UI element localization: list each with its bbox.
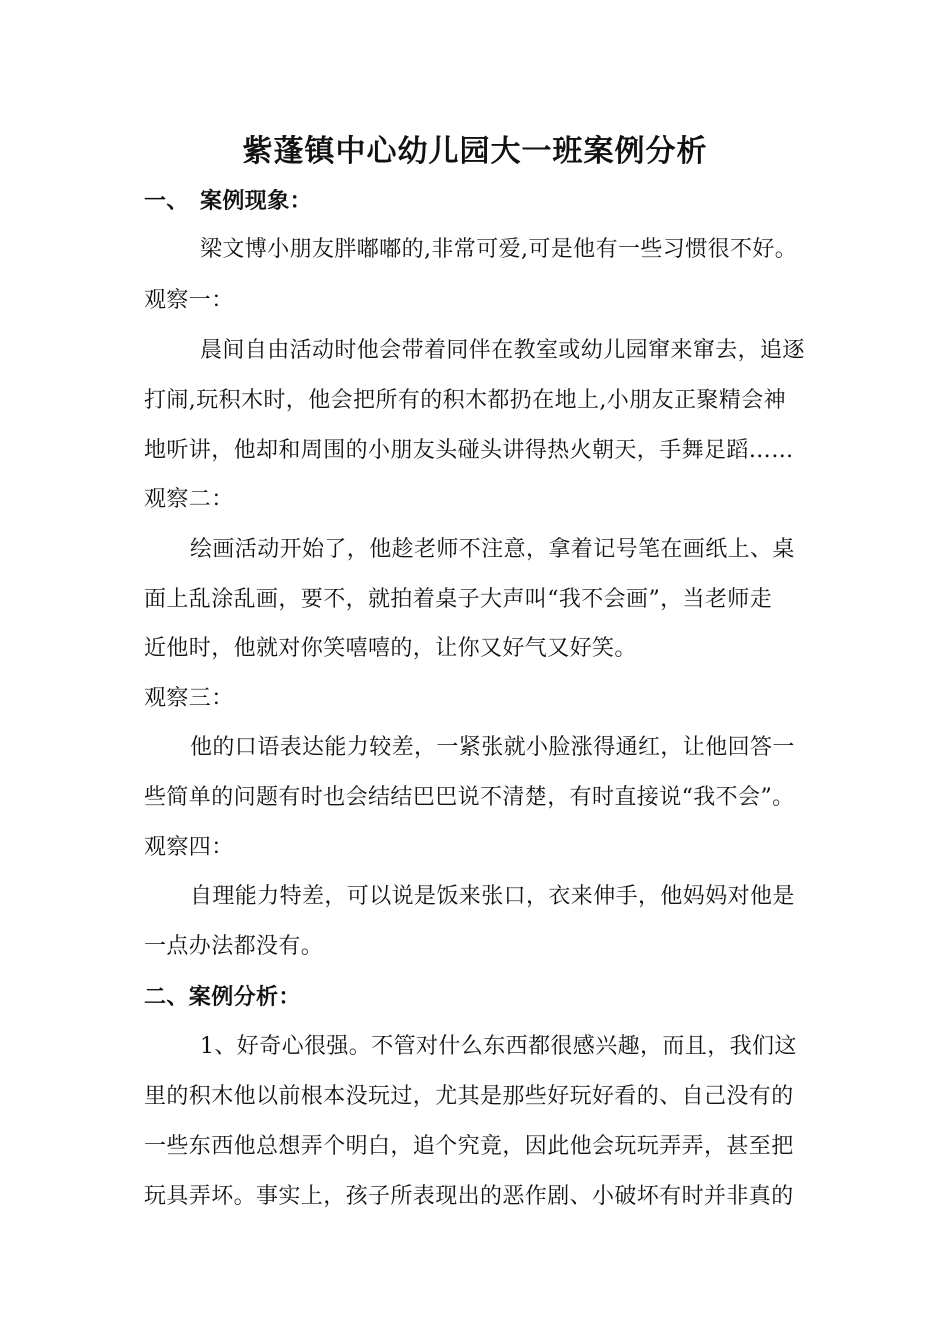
analysis-line: 一些东西他总想弄个明白，追个究竟，因此他会玩玩弄弄，甚至把 <box>144 1134 794 1159</box>
observation-1-line: 晨间自由活动时他会带着同伴在教室或幼儿园窜来窜去，追逐 <box>200 338 805 363</box>
document-title: 紫蓬镇中心幼儿园大一班案例分析 <box>242 134 708 169</box>
observation-3-line: 些简单的问题有时也会结结巴巴说不清楚，有时直接说“我不会”。 <box>144 785 795 810</box>
section1-heading: 案例现象： <box>200 188 313 214</box>
intro-paragraph: 梁文博小朋友胖嘟嘟的,非常可爱,可是他有一些习惯很不好。 <box>200 237 798 262</box>
analysis-line: 玩具弄坏。事实上，孩子所表现出的恶作剧、小破坏有时并非真的 <box>144 1184 794 1209</box>
observation-2-line: 近他时，他就对你笑嘻嘻的，让你又好气又好笑。 <box>144 636 637 661</box>
analysis-line: 里的积木他以前根本没玩过，尤其是那些好玩好看的、自己没有的 <box>144 1084 794 1109</box>
observation-1-line: 打闹,玩积木时，他会把所有的积木都扔在地上,小朋友正聚精会神 <box>144 388 786 413</box>
observation-4-line: 一点办法都没有。 <box>144 934 324 959</box>
observation-2-line: 绘画活动开始了，他趁老师不注意，拿着记号笔在画纸上、桌 <box>190 537 795 562</box>
observation-3-label: 观察三： <box>144 686 234 711</box>
observation-1-line: 地听讲，他却和周围的小朋友头碰头讲得热火朝天，手舞足蹈…… <box>144 438 794 463</box>
observation-2-label: 观察二： <box>144 487 234 512</box>
section1-number: 一、 <box>144 188 189 214</box>
observation-4-label: 观察四： <box>144 835 234 860</box>
section2-heading: 二、案例分析： <box>144 984 301 1010</box>
observation-3-line: 他的口语表达能力较差，一紧张就小脸涨得通红，让他回答一 <box>190 735 795 760</box>
observation-1-label: 观察一： <box>144 288 234 313</box>
analysis-line: 1、好奇心很强。不管对什么东西都很感兴趣，而且，我们这 <box>200 1034 797 1059</box>
observation-2-line: 面上乱涂乱画，要不，就拍着桌子大声叫“我不会画”，当老师走 <box>144 587 773 612</box>
observation-4-line: 自理能力特差，可以说是饭来张口，衣来伸手，他妈妈对他是 <box>190 884 795 909</box>
